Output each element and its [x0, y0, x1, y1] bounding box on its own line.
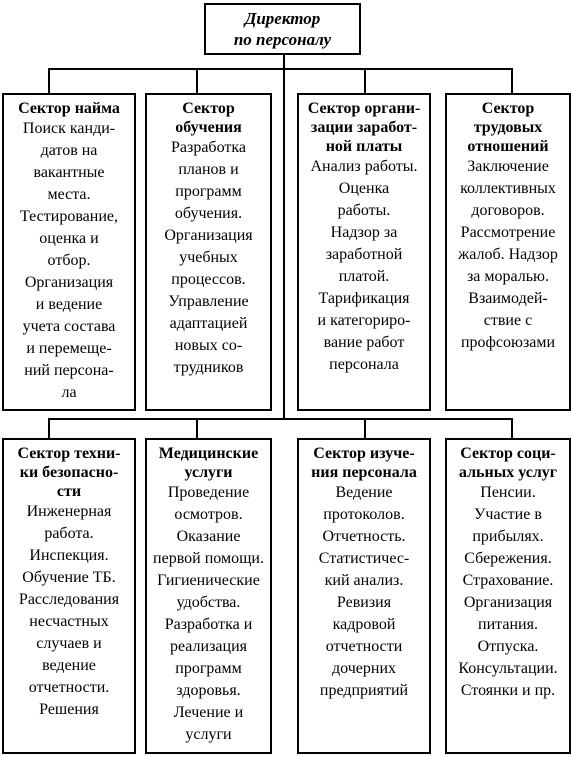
top-drop-2: [196, 68, 198, 94]
personnel-research-sector-title: Сектор изуче- ния персонала: [311, 445, 417, 481]
hiring-sector-duties: Поиск канди- датов на вакантные места. Тестирование, оценка и отбор. Организация и ведение учета состава и перемеще- ний персона- ла: [20, 120, 118, 401]
payroll-sector-title: Сектор органи- зации заработ- ной платы: [307, 100, 421, 155]
social-services-sector-title: Сектор соци- альных услуг: [458, 445, 558, 481]
payroll-sector-box: [297, 93, 431, 411]
safety-sector-box: [2, 438, 136, 754]
labor-relations-sector-title: Сектор трудовых отношений: [467, 100, 549, 155]
personnel-research-sector-box: [297, 438, 431, 754]
top-drop-4: [511, 68, 513, 94]
payroll-sector-duties: Анализ работы. Оценка работы. Надзор за заработной платой. Тарификация и категориро- вание работ персонала: [310, 158, 418, 373]
top-drop-3: [364, 68, 366, 94]
medical-services-box: [145, 438, 272, 754]
labor-relations-sector-duties: Заключение коллективных договоров. Рассмотрение жалоб. Надзор за моралью. Взаимодей- ствие с профсоюзами: [458, 158, 558, 351]
personnel-research-sector-duties: Ведение протоколов. Отчетность. Статистичес- кий анализ. Ревизия кадровой отчетности дочерних предприятий: [318, 484, 410, 699]
director-box: [204, 3, 361, 55]
bottom-drop-4: [511, 418, 513, 440]
medical-services-duties: Проведение осмотров. Оказание первой помощи. Гигиенические удобства. Разработка и реализация программ здоровья. Лечение и услуги: [153, 484, 264, 743]
top-bus-line: [48, 68, 513, 70]
top-drop-1: [48, 68, 50, 94]
bottom-drop-1: [48, 418, 50, 440]
safety-sector-title: Сектор техни- ки безопасно- сти: [17, 445, 121, 500]
hiring-sector-title: Сектор найма: [18, 100, 120, 117]
safety-sector-duties: Инженерная работа. Инспекция. Обучение ТБ. Расследования несчастных случаев и ведение отчетности. Решения: [18, 503, 120, 718]
medical-services-title: Медицинские услуги: [158, 445, 259, 481]
training-sector-duties: Разработка планов и программ обучения. Организация учебных процессов. Управление адаптацией новых со- трудников: [164, 139, 253, 376]
bottom-drop-2: [196, 418, 198, 440]
hiring-sector-box: [2, 93, 136, 411]
training-sector-box: [145, 93, 272, 411]
social-services-sector-duties: Пенсии. Участие в прибылях. Сбережения. Страхование. Организация питания. Отпуска. Консультации. Стоянки и пр.: [458, 484, 558, 699]
labor-relations-sector-box: [445, 93, 571, 411]
training-sector-title: Сектор обучения: [175, 100, 242, 136]
director-title: Директор по персоналу: [233, 9, 332, 49]
social-services-sector-box: [445, 438, 571, 754]
bottom-drop-3: [364, 418, 366, 440]
bottom-bus-line: [48, 418, 513, 420]
trunk-line: [283, 53, 285, 420]
